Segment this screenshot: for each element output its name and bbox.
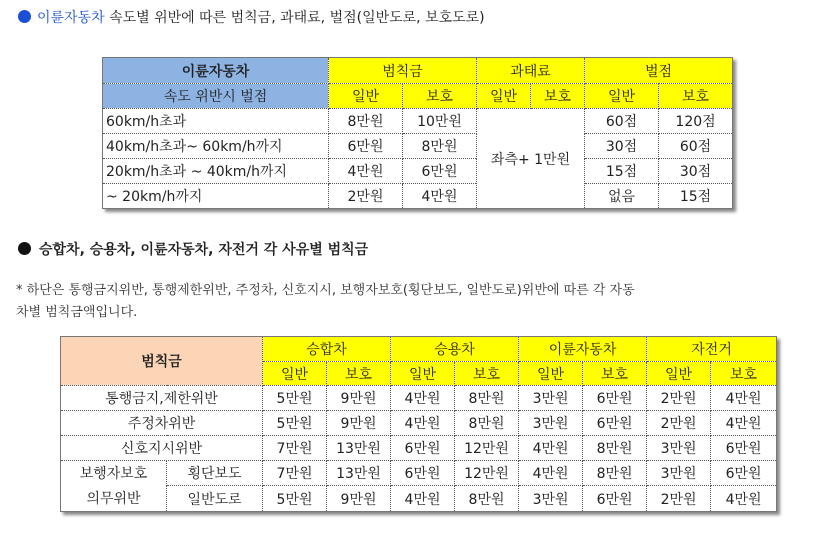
cell: 2만원 <box>647 386 711 411</box>
black-bullet-icon <box>18 242 31 255</box>
cell: 5만원 <box>263 386 327 411</box>
row-label: 횡단보도 <box>167 461 263 486</box>
cell: 10만원 <box>403 109 477 134</box>
cell: 120점 <box>659 109 733 134</box>
cell: 8만원 <box>583 461 647 486</box>
sub-header: 보호 <box>327 362 391 386</box>
ped-label-bottom: 의무위반 <box>61 486 167 512</box>
cell: 8만원 <box>403 134 477 159</box>
cell: 2만원 <box>329 184 403 209</box>
cell: 6만원 <box>391 461 455 486</box>
corner-top: 이륜자동차 <box>103 58 329 84</box>
cell: 4만원 <box>391 486 455 512</box>
sub-header: 보호 <box>403 84 477 109</box>
row-label: 20km/h초과 ~ 40km/h까지 <box>103 159 329 184</box>
row-label: 60km/h초과 <box>103 109 329 134</box>
cell: 60점 <box>585 109 659 134</box>
cell: 2만원 <box>647 411 711 436</box>
cell: 3만원 <box>519 486 583 512</box>
cell: 6만원 <box>391 436 455 461</box>
table-row <box>103 134 733 159</box>
cell: 60점 <box>659 134 733 159</box>
sub-header: 일반 <box>391 362 455 386</box>
heading2-text: 승합차, 승용차, 이륜자동차, 자전거 각 사유별 범칙금 <box>39 242 369 258</box>
cell: 6만원 <box>711 461 777 486</box>
cell: 없음 <box>585 184 659 209</box>
cell: 12만원 <box>455 461 519 486</box>
heading-highlight: 이륜자동차 <box>37 10 105 26</box>
table-row <box>103 109 733 134</box>
cell: 4만원 <box>391 386 455 411</box>
cell: 5만원 <box>263 486 327 512</box>
speed-fine-table <box>102 57 733 209</box>
cell: 15점 <box>659 184 733 209</box>
table-row <box>61 486 777 512</box>
cell: 4만원 <box>329 159 403 184</box>
sub-header: 일반 <box>647 362 711 386</box>
cell: 8만원 <box>455 386 519 411</box>
cell: 6만원 <box>329 134 403 159</box>
row-label: 40km/h초과~ 60km/h까지 <box>103 134 329 159</box>
cell: 3만원 <box>647 436 711 461</box>
cell: 6만원 <box>583 386 647 411</box>
cell: 12만원 <box>455 436 519 461</box>
table-row <box>61 461 777 486</box>
cell: 30점 <box>585 134 659 159</box>
cell: 9만원 <box>327 386 391 411</box>
cell: 9만원 <box>327 411 391 436</box>
cell: 3만원 <box>647 461 711 486</box>
table-row <box>61 411 777 436</box>
cell: 3만원 <box>519 386 583 411</box>
group-fine: 범칙금 <box>329 58 477 84</box>
cell: 7만원 <box>263 461 327 486</box>
row-label: 주정차위반 <box>61 411 263 436</box>
sub-header: 일반 <box>519 362 583 386</box>
group-motorcycle: 이륜자동차 <box>519 337 647 362</box>
cell: 4만원 <box>519 436 583 461</box>
group-van: 승합차 <box>263 337 391 362</box>
cell: 4만원 <box>711 411 777 436</box>
cell: 3만원 <box>519 411 583 436</box>
vehicle-fine-table <box>60 336 777 512</box>
cell: 30점 <box>659 159 733 184</box>
sub-header: 일반 <box>477 84 531 109</box>
cell: 5만원 <box>263 411 327 436</box>
cell: 9만원 <box>327 486 391 512</box>
table-row <box>61 436 777 461</box>
sub-header: 보호 <box>659 84 733 109</box>
cell: 6만원 <box>583 411 647 436</box>
blue-bullet-icon <box>18 10 31 23</box>
cell: 6만원 <box>403 159 477 184</box>
cell: 6만원 <box>583 486 647 512</box>
cell: 8만원 <box>455 411 519 436</box>
row-label: 통행금지,제한위반 <box>61 386 263 411</box>
cell: 13만원 <box>327 461 391 486</box>
cell: 4만원 <box>711 486 777 512</box>
corner-header: 범칙금 <box>61 337 263 386</box>
table-row <box>103 159 733 184</box>
sub-header: 일반 <box>329 84 403 109</box>
cell: 6만원 <box>711 436 777 461</box>
sub-header: 보호 <box>711 362 777 386</box>
cell: 13만원 <box>327 436 391 461</box>
cell: 4만원 <box>519 461 583 486</box>
heading-rest: 속도별 위반에 따른 범칙금, 과태료, 벌점(일반도로, 보호도로) <box>109 10 485 26</box>
heading-speed-violation <box>18 7 485 27</box>
note-line: 차별 범칙금액입니다. <box>16 305 138 320</box>
cell: 4만원 <box>391 411 455 436</box>
cell: 4만원 <box>403 184 477 209</box>
note-line: * 하단은 통행금지위반, 통행제한위반, 주정차, 신호지시, 보행자보호(횡단보도, 일반도로)위반에 따른 각 자동 <box>16 283 635 298</box>
sub-header: 일반 <box>263 362 327 386</box>
cell: 15점 <box>585 159 659 184</box>
group-points: 벌점 <box>585 58 733 84</box>
group-bicycle: 자전거 <box>647 337 777 362</box>
ped-label-top: 보행자보호 <box>61 461 167 486</box>
row-label: ~ 20km/h까지 <box>103 184 329 209</box>
row-label: 신호지시위반 <box>61 436 263 461</box>
sub-header: 보호 <box>455 362 519 386</box>
cell: 4만원 <box>711 386 777 411</box>
row-label: 일반도로 <box>167 486 263 512</box>
sub-header: 보호 <box>531 84 585 109</box>
table-row <box>103 184 733 209</box>
cell: 8만원 <box>455 486 519 512</box>
cell: 7만원 <box>263 436 327 461</box>
cell: 8만원 <box>329 109 403 134</box>
group-car: 승용차 <box>391 337 519 362</box>
group-penalty: 과태료 <box>477 58 585 84</box>
cell: 8만원 <box>583 436 647 461</box>
cell: 2만원 <box>647 486 711 512</box>
sub-header: 일반 <box>585 84 659 109</box>
corner-bottom: 속도 위반시 벌점 <box>103 84 329 109</box>
sub-header: 보호 <box>583 362 647 386</box>
table-row <box>61 386 777 411</box>
penalty-merged-cell: 좌측+ 1만원 <box>477 109 585 209</box>
heading-fines-by-reason <box>18 239 368 259</box>
note-paragraph <box>16 280 821 324</box>
